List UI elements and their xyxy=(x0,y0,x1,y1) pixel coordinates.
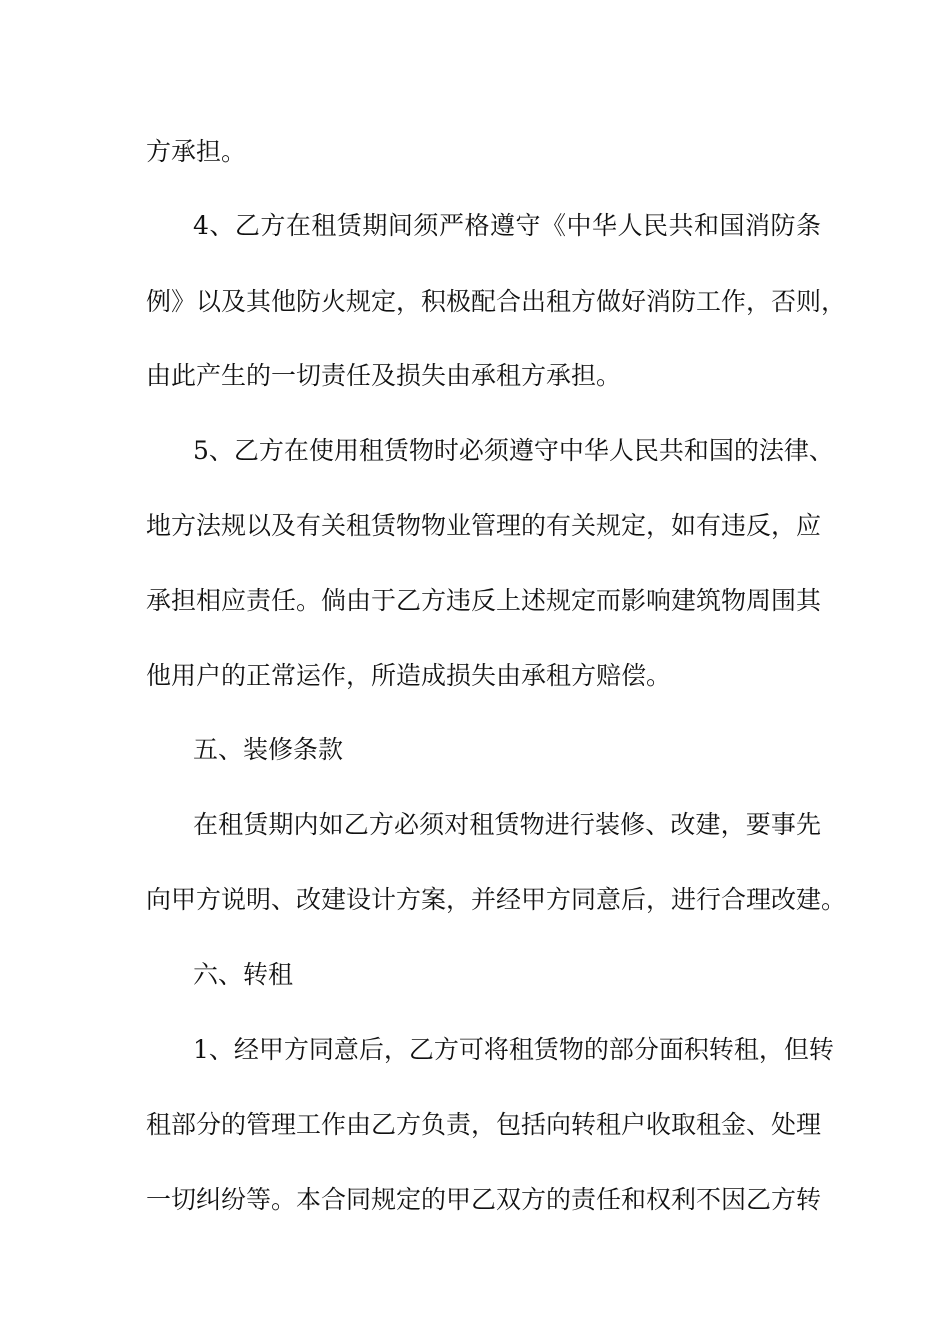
text-line xyxy=(0,1105,950,1145)
text-line xyxy=(0,431,950,471)
line-text: 地方法规以及有关租赁物物业管理的有关规定，如有违反，应 xyxy=(146,511,822,540)
text-line xyxy=(0,506,950,546)
text-line xyxy=(0,581,950,621)
line-text: 由此产生的一切责任及损失由承租方承担。 xyxy=(146,361,622,390)
line-text: 他用户的正常运作，所造成损失由承租方赔偿。 xyxy=(146,661,672,690)
heading-text: 六、转租 xyxy=(193,960,294,989)
line-text: 在租赁期内如乙方必须对租赁物进行装修、改建，要事先 xyxy=(193,810,821,839)
line-text: 租部分的管理工作由乙方负责，包括向转租户收取租金、处理 xyxy=(146,1110,822,1139)
text-line xyxy=(0,656,950,696)
text-line xyxy=(0,282,950,322)
text-line xyxy=(0,805,950,845)
text-line xyxy=(0,1180,950,1220)
text-line xyxy=(0,356,950,396)
text-line xyxy=(0,132,950,172)
text-line xyxy=(0,1030,950,1070)
line-text: 1、经甲方同意后，乙方可将租赁物的部分面积转租，但转 xyxy=(193,1035,834,1064)
line-text: 一切纠纷等。本合同规定的甲乙双方的责任和权利不因乙方转 xyxy=(146,1185,822,1214)
line-text: 承担相应责任。倘由于乙方违反上述规定而影响建筑物周围其 xyxy=(146,586,822,615)
line-text: 向甲方说明、改建设计方案，并经甲方同意后，进行合理改建。 xyxy=(146,885,847,914)
text-line xyxy=(0,880,950,920)
line-text: 例》以及其他防火规定，积极配合出租方做好消防工作，否则， xyxy=(146,287,847,316)
text-line xyxy=(0,206,950,246)
line-text: 方承担。 xyxy=(146,137,247,166)
section-heading xyxy=(0,730,950,770)
line-text: 4、乙方在租赁期间须严格遵守《中华人民共和国消防条 xyxy=(193,211,821,240)
line-text: 5、乙方在使用租赁物时必须遵守中华人民共和国的法律、 xyxy=(193,436,834,465)
heading-text: 五、装修条款 xyxy=(193,735,344,764)
section-heading xyxy=(0,955,950,995)
